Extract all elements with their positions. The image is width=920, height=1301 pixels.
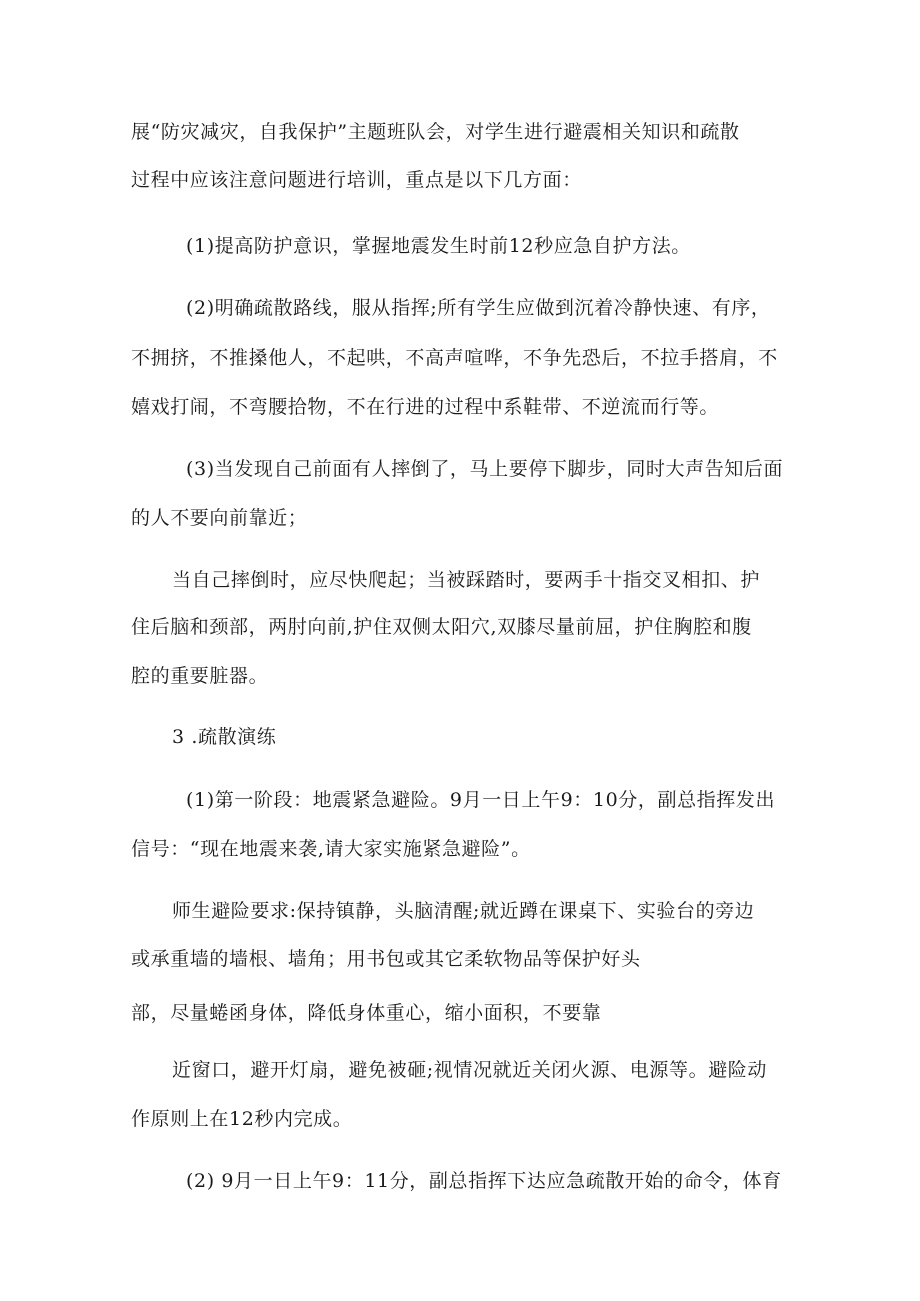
text-line: (2) 9月一日上午9：11分，副总指挥下达应急疏散开始的命令，体育: [186, 1170, 782, 1192]
text-line: (3)当发现自己前面有人摔倒了，马上要停下脚步，同时大声告知后面: [186, 458, 784, 480]
text-line: 不拥挤，不推搡他人，不起哄，不高声喧哗，不争先恐后，不拉手搭肩，不: [131, 347, 778, 369]
text-line: 作原则上在12秒内完成。: [131, 1108, 353, 1130]
text-line: 展“防灾减灾，自我保护”主题班队会，对学生进行避震相关知识和疏散: [131, 121, 740, 143]
text-line: 或承重墙的墙根、墙角；用书包或其它柔软物品等保护好头: [131, 948, 641, 970]
text-line: 信号：“现在地震来袭,请大家实施紧急避险”。: [131, 838, 531, 860]
text-line: (1)提高防护意识，掌握地震发生时前12秒应急自护方法。: [186, 235, 691, 257]
text-line: 部，尽量蜷函身体，降低身体重心，缩小面积，不要靠: [131, 1002, 602, 1024]
text-line: 师生避险要求:保持镇静，头脑清醒;就近蹲在课桌下、实验台的旁边: [172, 900, 755, 922]
text-line: 近窗口，避开灯扇，避免被砸;视情况就近关闭火源、电源等。避险动: [172, 1059, 768, 1081]
text-line: 的人不要向前靠近；: [131, 507, 308, 529]
text-line: 住后脑和颈部，两肘向前,护住双侧太阳穴,双膝尽量前屈，护住胸腔和腹: [131, 616, 752, 638]
text-line: 嬉戏打闹，不弯腰拾物，不在行进的过程中系鞋带、不逆流而行等。: [131, 396, 720, 418]
section-heading: 3 .疏散演练: [172, 726, 277, 748]
text-line: (2)明确疏散路线，服从指挥;所有学生应做到沉着冷静快速、有序，: [186, 297, 771, 319]
text-line: (1)第一阶段：地震紧急避险。9月一日上午9：10分，副总指挥发出: [186, 789, 776, 811]
text-line: 腔的重要脏器。: [131, 665, 269, 687]
text-line: 过程中应该注意问题进行培训，重点是以下几方面：: [131, 169, 582, 191]
text-line: 当自己摔倒时，应尽快爬起；当被踩踏时，要两手十指交叉相扣、护: [172, 569, 761, 591]
